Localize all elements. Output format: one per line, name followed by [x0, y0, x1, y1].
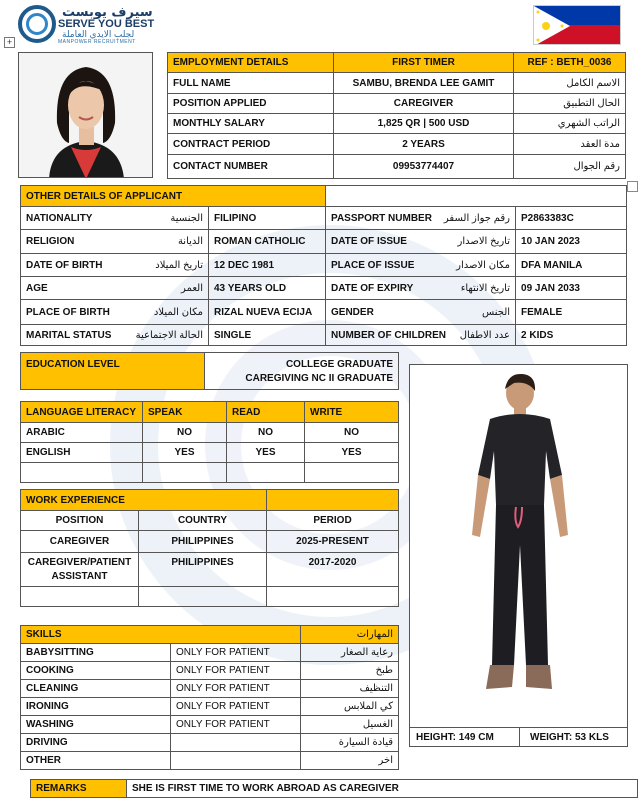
table-row	[21, 752, 399, 770]
skill-arabic: رعاية الصغار	[301, 644, 399, 662]
children-value: 2 KIDS	[516, 325, 627, 346]
table-row	[21, 680, 399, 698]
logo-arabic-name: سيرف يوبست	[62, 5, 153, 20]
table-row	[21, 423, 399, 443]
age-value: 43 YEARS OLD	[209, 277, 326, 300]
table-row	[21, 553, 399, 587]
expiry-value: 09 JAN 2033	[516, 277, 627, 300]
company-logo	[18, 5, 158, 47]
full-name-arabic: الاسم الكامل	[514, 73, 626, 94]
other-details-table	[20, 185, 627, 346]
remarks-label: REMARKS	[31, 780, 127, 798]
employment-title: EMPLOYMENT DETAILS	[168, 53, 334, 73]
language-table	[20, 401, 399, 483]
logo-name: SERVE YOU BEST	[58, 18, 155, 30]
other-details-title: OTHER DETAILS OF APPLICANT	[21, 186, 326, 207]
skill-value: ONLY FOR PATIENT	[171, 644, 301, 662]
remarks-value: SHE IS FIRST TIME TO WORK ABROAD AS CAREGIVER	[127, 780, 638, 798]
applicant-full-body-photo	[409, 364, 628, 747]
nationality-value: FILIPINO	[209, 207, 326, 230]
skill-label: WASHING	[21, 716, 171, 734]
read-value: NO	[227, 423, 305, 443]
philippines-flag-icon	[533, 5, 621, 45]
move-handle-icon[interactable]: +	[4, 37, 15, 48]
work-country-header: COUNTRY	[139, 511, 267, 531]
dob-value: 12 DEC 1981	[209, 254, 326, 277]
contact-label: CONTACT NUMBER	[168, 155, 334, 179]
skill-label: COOKING	[21, 662, 171, 680]
education-title: EDUCATION LEVEL	[21, 353, 205, 390]
passport-value: P2863383C	[516, 207, 627, 230]
education-line-2: CAREGIVING NC II GRADUATE	[245, 372, 393, 384]
work-period: 2025-PRESENT	[267, 531, 399, 553]
employment-details-table	[167, 52, 626, 179]
table-row	[21, 716, 399, 734]
table-row	[21, 443, 399, 463]
contract-value: 2 YEARS	[334, 134, 514, 155]
skill-label: BABYSITTING	[21, 644, 171, 662]
speak-value: YES	[143, 443, 227, 463]
work-country: PHILIPPINES	[139, 531, 267, 553]
marital-value: SINGLE	[209, 325, 326, 346]
skill-arabic: قيادة السيارة	[301, 734, 399, 752]
gender-value: FEMALE	[516, 300, 627, 325]
write-value: NO	[305, 423, 399, 443]
education-table	[20, 352, 399, 390]
skill-label: OTHER	[21, 752, 171, 770]
skill-label: IRONING	[21, 698, 171, 716]
expiry-label: DATE OF EXPIRY تاريخ الانتهاء	[326, 277, 516, 300]
language-name: ARABIC	[21, 423, 143, 443]
skill-arabic: كي الملابس	[301, 698, 399, 716]
reference-number: REF : BETH_0036	[514, 53, 626, 73]
work-position: CAREGIVER/PATIENT ASSISTANT	[21, 553, 139, 587]
remarks-table	[30, 779, 638, 798]
read-header: READ	[227, 402, 305, 423]
skills-table	[20, 625, 399, 770]
skills-title-arabic: المهارات	[301, 626, 399, 644]
logo-subtitle: MANPOWER RECRUITMENT	[58, 39, 136, 45]
position-value: CAREGIVER	[334, 94, 514, 114]
language-name: ENGLISH	[21, 443, 143, 463]
contract-arabic: مدة العقد	[514, 134, 626, 155]
height-value: HEIGHT: 149 CM	[410, 728, 520, 747]
age-label: AGE العمر	[21, 277, 209, 300]
work-experience-table	[20, 489, 399, 607]
dob-label: DATE OF BIRTH تاريخ الميلاد	[21, 254, 209, 277]
work-period-header: PERIOD	[267, 511, 399, 531]
work-position-header: POSITION	[21, 511, 139, 531]
work-country: PHILIPPINES	[139, 553, 267, 587]
issue-date-label: DATE OF ISSUE تاريخ الاصدار	[326, 230, 516, 254]
skills-title: SKILLS	[21, 626, 301, 644]
passport-label: PASSPORT NUMBER رقم جواز السفر	[326, 207, 516, 230]
position-label: POSITION APPLIED	[168, 94, 334, 114]
skill-arabic: التنظيف	[301, 680, 399, 698]
marital-label: MARITAL STATUS الحالة الاجتماعية	[21, 325, 209, 346]
skill-value	[171, 734, 301, 752]
skill-arabic: الغسيل	[301, 716, 399, 734]
speak-header: SPEAK	[143, 402, 227, 423]
birthplace-value: RIZAL NUEVA ECIJA	[209, 300, 326, 325]
nationality-label: NATIONALITY الجنسية	[21, 207, 209, 230]
skill-arabic: اخر	[301, 752, 399, 770]
skill-value: ONLY FOR PATIENT	[171, 716, 301, 734]
table-row-empty	[21, 587, 399, 607]
skill-arabic: طبخ	[301, 662, 399, 680]
skill-value	[171, 752, 301, 770]
skill-value: ONLY FOR PATIENT	[171, 680, 301, 698]
contract-label: CONTRACT PERIOD	[168, 134, 334, 155]
read-value: YES	[227, 443, 305, 463]
work-period: 2017-2020	[267, 553, 399, 587]
children-label: NUMBER OF CHILDREN عدد الاطفال	[326, 325, 516, 346]
table-row	[21, 662, 399, 680]
education-line-1: COLLEGE GRADUATE	[285, 358, 393, 370]
education-values	[205, 353, 399, 390]
full-name-label: FULL NAME	[168, 73, 334, 94]
table-row	[21, 531, 399, 553]
gender-label: GENDER الجنس	[326, 300, 516, 325]
table-row-empty	[21, 463, 399, 483]
contact-arabic: رقم الجوال	[514, 155, 626, 179]
logo-inner-ring	[26, 13, 48, 35]
work-position: CAREGIVER	[21, 531, 139, 553]
table-row	[21, 698, 399, 716]
write-value: YES	[305, 443, 399, 463]
logo-arabic-sub: لجلب الايدي العاملة	[62, 29, 135, 39]
write-header: WRITE	[305, 402, 399, 423]
employment-status: FIRST TIMER	[334, 53, 514, 73]
religion-value: ROMAN CATHOLIC	[209, 230, 326, 254]
skill-value: ONLY FOR PATIENT	[171, 662, 301, 680]
contact-value: 09953774407	[334, 155, 514, 179]
salary-value: 1,825 QR | 500 USD	[334, 114, 514, 134]
resize-handle[interactable]	[627, 181, 638, 192]
skill-label: DRIVING	[21, 734, 171, 752]
issue-place-label: PLACE OF ISSUE مكان الاصدار	[326, 254, 516, 277]
issue-date-value: 10 JAN 2023	[516, 230, 627, 254]
work-title: WORK EXPERIENCE	[21, 490, 267, 511]
skill-label: CLEANING	[21, 680, 171, 698]
salary-label: MONTHLY SALARY	[168, 114, 334, 134]
religion-label: RELIGION الديانة	[21, 230, 209, 254]
applicant-portrait-photo	[18, 52, 153, 178]
issue-place-value: DFA MANILA	[516, 254, 627, 277]
language-header: LANGUAGE LITERACY	[21, 402, 143, 423]
speak-value: NO	[143, 423, 227, 443]
salary-arabic: الراتب الشهري	[514, 114, 626, 134]
birthplace-label: PLACE OF BIRTH مكان الميلاد	[21, 300, 209, 325]
position-arabic: الحال التطبيق	[514, 94, 626, 114]
table-row	[21, 644, 399, 662]
full-name-value: SAMBU, BRENDA LEE GAMIT	[334, 73, 514, 94]
weight-value: WEIGHT: 53 KLS	[530, 732, 609, 743]
skill-value: ONLY FOR PATIENT	[171, 698, 301, 716]
table-row	[21, 734, 399, 752]
